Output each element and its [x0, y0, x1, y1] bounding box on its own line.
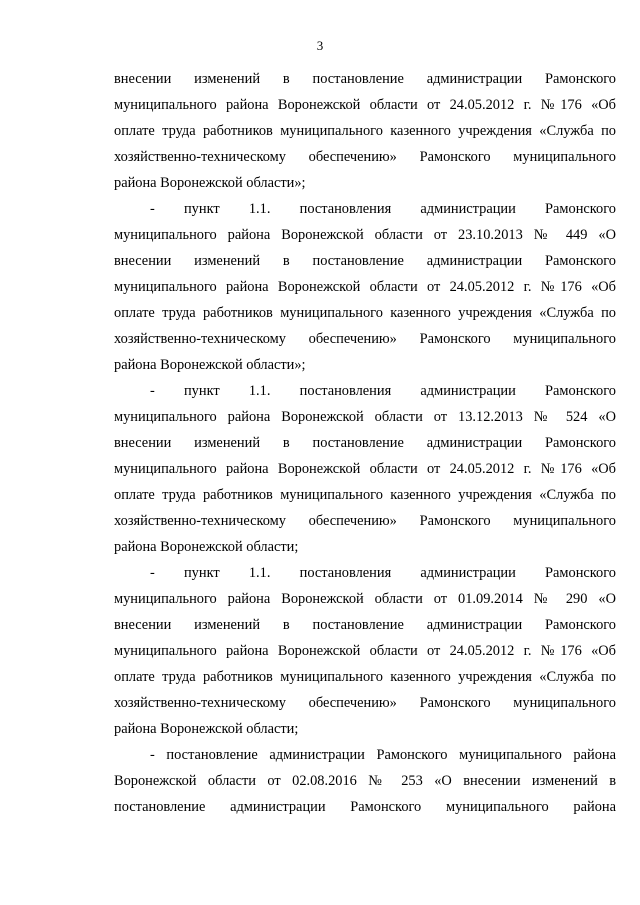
text-line: - постановление администрации Рамонского муниципального района	[150, 747, 616, 763]
paragraph-continuation	[114, 66, 616, 196]
text-line: внесении изменений в постановление администрации Рамонского	[114, 253, 616, 269]
text-line: муниципального района Воронежской области от 24.05.2012 г. №176 «Об	[114, 643, 616, 659]
document-body	[114, 66, 616, 820]
text-line: муниципального района Воронежской области от 24.05.2012 г. №176 «Об	[114, 97, 616, 113]
text-line: внесении изменений в постановление администрации Рамонского	[114, 71, 616, 87]
text-line: внесении изменений в постановление администрации Рамонского	[114, 435, 616, 451]
text-line: хозяйственно-техническому обеспечению» Рамонского муниципального	[114, 331, 616, 347]
text-line: района Воронежской области;	[114, 721, 299, 737]
text-line: Воронежской области от 02.08.2016 № 253 «О внесении изменений в	[114, 773, 616, 789]
text-line: муниципального района Воронежской области от 24.05.2012 г. №176 «Об	[114, 279, 616, 295]
text-line: муниципального района Воронежской области от 23.10.2013 № 449 «О	[114, 227, 616, 243]
text-line: муниципального района Воронежской области от 13.12.2013 № 524 «О	[114, 409, 616, 425]
text-line: муниципального района Воронежской области от 24.05.2012 г. №176 «Об	[114, 461, 616, 477]
text-line: оплате труда работников муниципального казенного учреждения «Служба по	[114, 123, 616, 139]
text-line: внесении изменений в постановление администрации Рамонского	[114, 617, 616, 633]
text-line: муниципального района Воронежской области от 01.09.2014 № 290 «О	[114, 591, 616, 607]
text-line: района Воронежской области»;	[114, 357, 306, 373]
page-number: 3	[316, 38, 324, 53]
text-line: района Воронежской области;	[114, 539, 299, 555]
text-line: постановление администрации Рамонского муниципального района	[114, 799, 616, 815]
text-line: оплате труда работников муниципального казенного учреждения «Служба по	[114, 487, 616, 503]
list-item-paragraph	[114, 196, 616, 378]
text-line: района Воронежской области»;	[114, 175, 306, 191]
text-line: хозяйственно-техническому обеспечению» Рамонского муниципального	[114, 695, 616, 711]
list-item-paragraph	[114, 742, 616, 820]
list-item-paragraph	[114, 560, 616, 742]
text-line: хозяйственно-техническому обеспечению» Рамонского муниципального	[114, 513, 616, 529]
text-line: - пункт 1.1. постановления администрации Рамонского	[150, 383, 616, 399]
text-line: хозяйственно-техническому обеспечению» Рамонского муниципального	[114, 149, 616, 165]
text-line: оплате труда работников муниципального казенного учреждения «Служба по	[114, 669, 616, 685]
text-line: оплате труда работников муниципального казенного учреждения «Служба по	[114, 305, 616, 321]
text-line: - пункт 1.1. постановления администрации Рамонского	[150, 201, 616, 217]
text-line: - пункт 1.1. постановления администрации Рамонского	[150, 565, 616, 581]
list-item-paragraph	[114, 378, 616, 560]
